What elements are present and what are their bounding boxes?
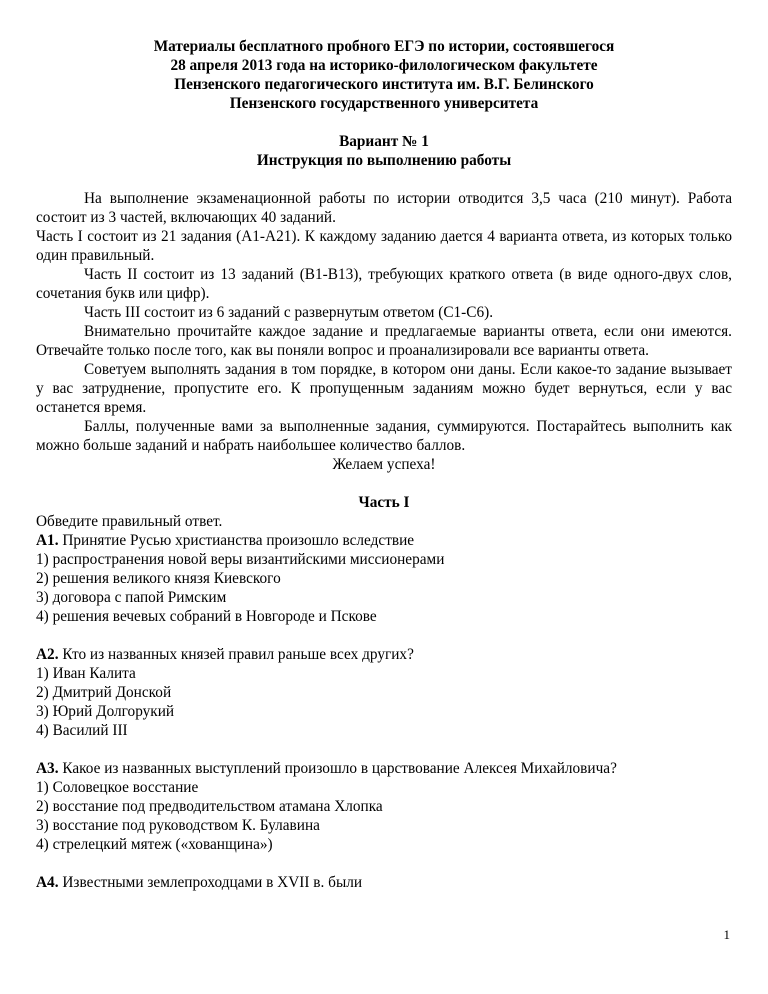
answer-option: 4) стрелецкий мятеж («хованщина») [36,836,273,853]
question-a3 [36,759,732,778]
intro-paragraph-5: Внимательно прочитайте каждое задание и предлагаемые варианты ответа, если они имеются. Отвечайте только после того, как вы поняли вопрос и проанализировали все варианты ответа. [36,323,732,359]
intro-paragraph-4: Часть III состоит из 6 заданий с развернутым ответом (С1-С6). [84,304,494,321]
question-label: А1. [36,532,59,549]
header-line-3: Пензенского педагогического института им. В.Г. Белинского [174,76,594,93]
answer-option: 2) решения великого князя Киевского [36,570,281,587]
intro-paragraph-2: Часть I состоит из 21 задания (А1-А21). К каждому заданию дается 4 варианта ответа, из которых только один правильный. [36,228,732,264]
header-line-2: 28 апреля 2013 года на историко-филологическом факультете [170,57,598,74]
page-number: 1 [723,927,730,942]
question-label: А2. [36,646,59,663]
document-page [36,37,732,892]
question-a2 [36,645,732,664]
question-text: Принятие Русью христианства произошло вследствие [58,532,415,549]
answer-option: 3) договора с папой Римским [36,589,227,606]
question-a1 [36,531,732,550]
header-line-1: Материалы бесплатного пробного ЕГЭ по истории, состоявшегося [153,38,615,55]
answer-option: 1) распространения новой веры византийскими миссионерами [36,551,445,568]
wish-text: Желаем успеха! [332,456,436,473]
answer-option: 1) Иван Калита [36,665,136,682]
answer-option: 2) восстание под предводительством атамана Хлопка [36,798,383,815]
intro-paragraph-1: На выполнение экзаменационной работы по истории отводится 3,5 часа (210 минут). Работа состоит из 3 частей, включающих 40 заданий. [36,190,732,226]
question-label: А4. [36,874,59,891]
answer-option: 4) решения вечевых собраний в Новгороде и Пскове [36,608,377,625]
intro-paragraph-3: Часть II состоит из 13 заданий (В1-В13), требующих краткого ответа (в виде одного-двух слов, сочетания букв или цифр). [36,266,732,302]
question-text: Известными землепроходцами в XVII в. были [58,874,363,891]
question-a4 [36,873,732,892]
answer-option: 3) восстание под руководством К. Булавина [36,817,320,834]
question-text: Кто из названных князей правил раньше всех других? [58,646,414,663]
answer-option: 1) Соловецкое восстание [36,779,199,796]
question-text: Какое из названных выступлений произошло в царствование Алексея Михайловича? [58,760,617,777]
answer-option: 2) Дмитрий Донской [36,684,172,701]
intro-paragraph-7: Баллы, полученные вами за выполненные задания, суммируются. Постарайтесь выполнить как можно больше заданий и набрать наибольшее количество баллов. [36,418,732,454]
instruction-title: Инструкция по выполнению работы [256,152,512,169]
part-1-title: Часть I [358,494,410,511]
intro-paragraph-6: Советуем выполнять задания в том порядке, в котором они даны. Если какое-то задание вызывает у вас затруднение, пропустите его. К пропущенным заданиям можно будет вернуться, если у вас останется время. [36,361,732,416]
document-header [36,37,732,113]
answer-option: 4) Василий III [36,722,128,739]
variant-title: Вариант № 1 [339,133,429,150]
part-1-directive: Обведите правильный ответ. [36,513,223,530]
question-label: А3. [36,760,59,777]
header-line-4: Пензенского государственного университета [229,95,539,112]
answer-option: 3) Юрий Долгорукий [36,703,175,720]
